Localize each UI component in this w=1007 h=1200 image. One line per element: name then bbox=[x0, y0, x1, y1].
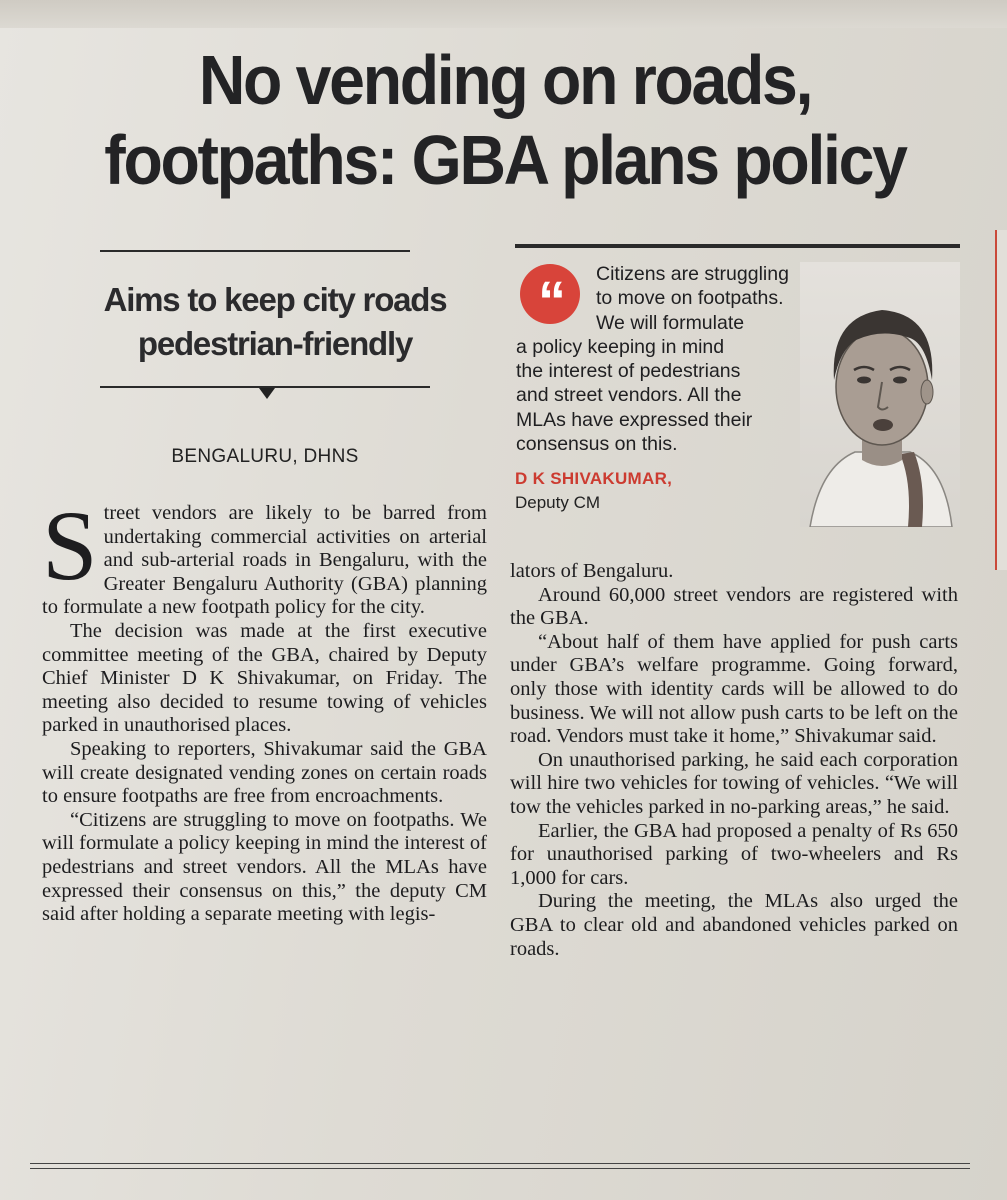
subhead-line-1: Aims to keep city roads bbox=[103, 281, 447, 318]
subhead-top-rule bbox=[100, 250, 410, 252]
pull-quote-line: Citizens are struggling bbox=[596, 263, 789, 285]
article-paragraph: Speaking to reporters, Shivakumar said the GBA will create designated vending zones on certain roads to ensure footpaths are free from encroachments. bbox=[42, 737, 487, 808]
portrait-photo bbox=[800, 262, 960, 527]
article-paragraph: During the meeting, the MLAs also urged the GBA to clear old and abandoned vehicles parked on roads. bbox=[510, 890, 958, 960]
footer-rule bbox=[30, 1163, 970, 1164]
pull-quote-line: to move on footpaths. bbox=[596, 287, 784, 310]
headline bbox=[77, 40, 933, 200]
subhead-line-2: pedestrian-friendly bbox=[137, 325, 413, 362]
quote-attribution-role: Deputy CM bbox=[515, 493, 601, 512]
article-paragraph: Earlier, the GBA had proposed a penalty of Rs 650 for unauthorised parking of two-wheelers and Rs 1,000 for cars. bbox=[510, 819, 958, 889]
headline-line-2: footpaths: GBA plans policy bbox=[104, 121, 906, 199]
article-paragraph: On unauthorised parking, he said each corporation will hire two vehicles for towing of vehicles. “We will tow the vehicles parked in no-parking areas,” he said. bbox=[510, 748, 958, 818]
article-paragraph bbox=[42, 490, 487, 620]
adjacent-column-edge bbox=[995, 230, 1007, 570]
subhead bbox=[100, 278, 450, 366]
drop-cap: S bbox=[42, 490, 98, 601]
down-arrow-icon bbox=[259, 388, 275, 399]
dateline: BENGALURU, DHNS bbox=[171, 446, 359, 467]
article-paragraph: lators of Bengaluru. bbox=[510, 560, 674, 582]
article-paragraph: “Citizens are struggling to move on footpaths. We will formulate a policy keeping in mind the interest of pedestrians and street vendors. All the MLAs have expressed their consensus on this,” the deputy CM said after holding a separate meeting with legis- bbox=[42, 808, 487, 926]
pull-quote-line: and street vendors. All the bbox=[516, 384, 742, 407]
pull-quote-line: We will formulate bbox=[596, 311, 745, 334]
footer-rule bbox=[30, 1168, 970, 1169]
article-paragraph: Around 60,000 street vendors are registered with the GBA. bbox=[510, 583, 958, 630]
pull-quote-line: consensus on this. bbox=[516, 433, 678, 456]
pull-quote-line: a policy keeping in mind bbox=[516, 335, 725, 358]
top-bleed bbox=[0, 0, 1007, 28]
quote-top-rule bbox=[515, 244, 960, 248]
article-column-left bbox=[42, 490, 487, 927]
pull-quote-line: MLAs have expressed their bbox=[516, 408, 753, 431]
article-column-right bbox=[510, 560, 958, 961]
pull-quote-line: the interest of pedestrians bbox=[516, 360, 741, 383]
article-paragraph: “About half of them have applied for push carts under GBA’s welfare programme. Going forward, only those with identity cards will be allowed to do business. We will not allow push carts to be left on the road. Vendors must take it home,” Shivakumar said. bbox=[510, 630, 958, 748]
article-paragraph-text: treet vendors are likely to be barred from undertaking commercial activities on arterial and sub-arterial roads in Bengaluru, with the Greater Bengaluru Authority (GBA) planning to formulate a new footpath policy for the city. bbox=[42, 502, 487, 619]
pull-quote bbox=[500, 262, 820, 456]
quote-attribution-name: D K SHIVAKUMAR, bbox=[515, 469, 673, 488]
article-paragraph: The decision was made at the first executive committee meeting of the GBA, chaired by Deputy Chief Minister D K Shivakumar, on Friday. The meeting also decided to resume towing of vehicles parked in unauthorised places. bbox=[42, 619, 487, 737]
headline-line-1: No vending on roads, bbox=[198, 41, 812, 119]
quote-mark-glyph: “ bbox=[538, 269, 562, 332]
